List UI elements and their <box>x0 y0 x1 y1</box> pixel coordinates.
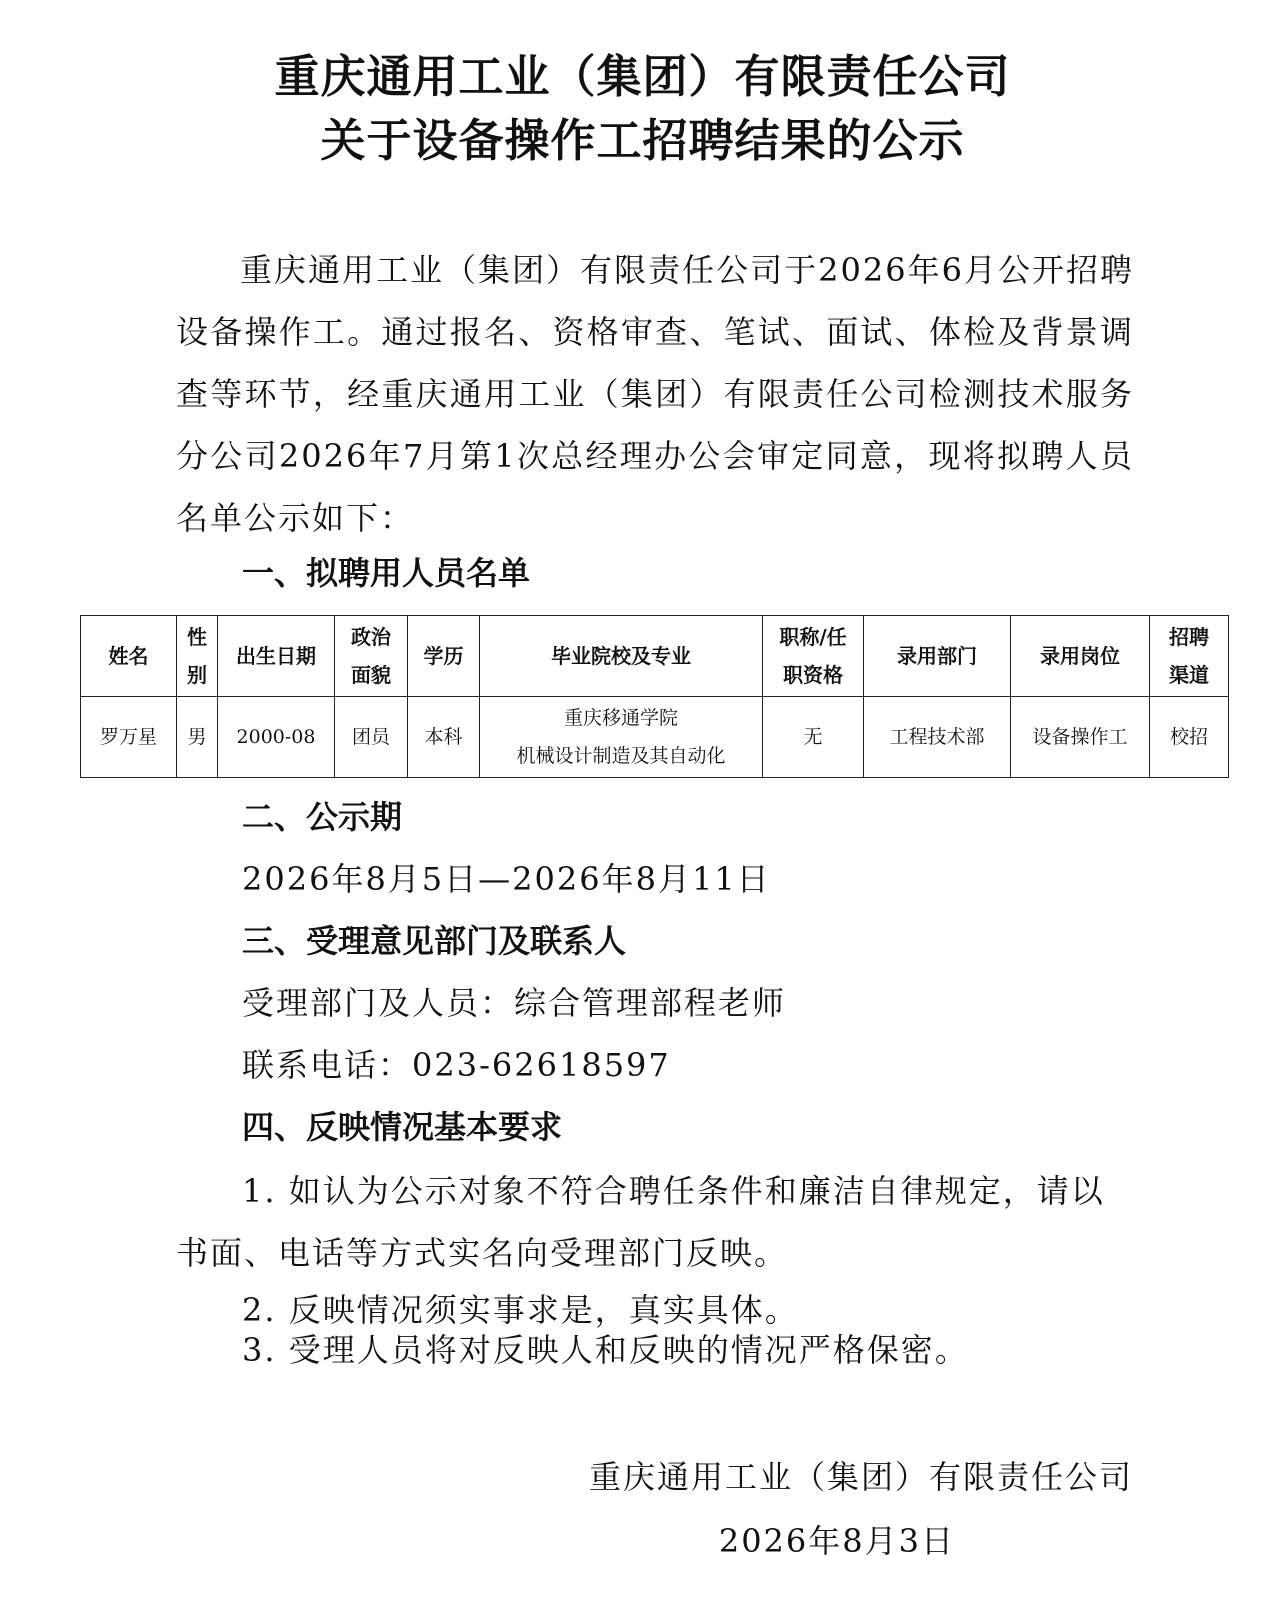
cell-name: 罗万星 <box>81 697 177 778</box>
cell-channel: 校招 <box>1150 697 1229 778</box>
header-department: 录用部门 <box>864 616 1011 697</box>
contact-phone: 联系电话：023-62618597 <box>242 1046 671 1084</box>
header-title: 职称/任 职资格 <box>763 616 864 697</box>
cell-birth-date: 2000-08 <box>218 697 335 778</box>
intro-paragraph: 重庆通用工业（集团）有限责任公司于2026年6月公开招聘设备操作工。通过报名、资格审查、笔试、面试、体检及背景调查等环节，经重庆通用工业（集团）有限责任公司检测技术服务分公司2026年7月第1次总经理办公会审定同意，现将拟聘人员名单公示如下： <box>176 251 1134 537</box>
requirement-item-1: 1. 如认为公示对象不符合聘任条件和廉洁自律规定，请以书面、电话等方式实名向受理部门反映。 <box>176 1172 1105 1272</box>
section-heading-period: 二、公示期 <box>242 798 403 836</box>
cell-position: 设备操作工 <box>1011 697 1150 778</box>
header-birth-date: 出生日期 <box>218 616 335 697</box>
header-position: 录用岗位 <box>1011 616 1150 697</box>
header-political-status: 政治 面貌 <box>335 616 408 697</box>
section-heading-candidates: 一、拟聘用人员名单 <box>242 554 531 592</box>
table-header-row <box>81 616 1229 697</box>
document-subtitle: 关于设备操作工招聘结果的公示 <box>320 114 965 167</box>
signature-organization: 重庆通用工业（集团）有限责任公司 <box>588 1458 1133 1496</box>
cell-major: 机械设计制造及其自动化 <box>516 745 726 767</box>
cell-title: 无 <box>763 697 864 778</box>
table-row <box>81 697 1229 778</box>
cell-school: 重庆移通学院 <box>563 707 678 729</box>
document-title: 重庆通用工业（集团）有限责任公司 <box>274 50 1011 103</box>
section-heading-contact: 三、受理意见部门及联系人 <box>242 922 627 960</box>
header-channel: 招聘 渠道 <box>1150 616 1229 697</box>
contact-department: 受理部门及人员：综合管理部程老师 <box>242 984 787 1022</box>
cell-department: 工程技术部 <box>864 697 1011 778</box>
cell-gender: 男 <box>177 697 218 778</box>
cell-education: 本科 <box>408 697 480 778</box>
publicity-period: 2026年8月5日—2026年8月11日 <box>242 860 771 898</box>
signature-date: 2026年8月3日 <box>718 1522 955 1560</box>
requirement-item-2: 2. 反映情况须实事求是，真实具体。 <box>242 1291 799 1329</box>
section-heading-requirements: 四、反映情况基本要求 <box>242 1108 563 1146</box>
header-school-major: 毕业院校及专业 <box>480 616 763 697</box>
cell-political-status: 团员 <box>335 697 408 778</box>
header-name: 姓名 <box>81 616 177 697</box>
requirement-item-3: 3. 受理人员将对反映人和反映的情况严格保密。 <box>242 1331 969 1369</box>
candidate-table <box>80 615 1229 778</box>
header-gender: 性 别 <box>177 616 218 697</box>
cell-school-major <box>480 697 763 778</box>
header-education: 学历 <box>408 616 480 697</box>
